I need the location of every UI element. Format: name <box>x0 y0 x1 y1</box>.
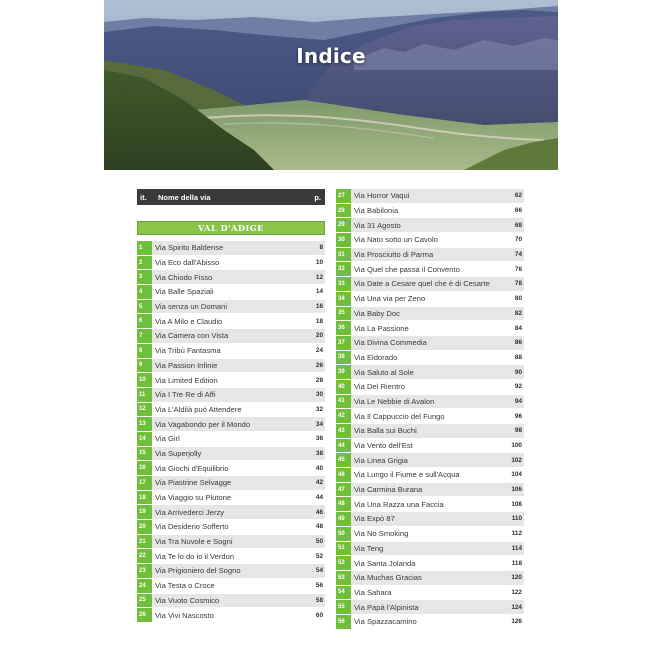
route-row <box>137 270 325 285</box>
route-page: 34 <box>303 417 325 432</box>
route-page: 120 <box>502 571 524 586</box>
route-row <box>137 373 325 388</box>
route-number: 4 <box>137 285 152 300</box>
route-page: 74 <box>502 248 524 263</box>
route-row <box>137 300 325 315</box>
route-name: Via Santa Jolanda <box>351 556 502 571</box>
route-number: 56 <box>336 615 351 630</box>
route-name: Via Una via per Zeno <box>351 292 502 307</box>
route-number: 36 <box>336 321 351 336</box>
route-page: 114 <box>502 542 524 557</box>
route-number: 1 <box>137 241 152 256</box>
route-page: 118 <box>502 556 524 571</box>
route-number: 8 <box>137 344 152 359</box>
route-page: 80 <box>502 292 524 307</box>
route-number: 5 <box>137 300 152 315</box>
route-number: 40 <box>336 380 351 395</box>
route-page: 32 <box>303 403 325 418</box>
route-page: 68 <box>502 218 524 233</box>
route-name: Via A Milo e Claudio <box>152 314 303 329</box>
route-name: Via Papà l'Alpinista <box>351 600 502 615</box>
route-page: 126 <box>502 615 524 630</box>
route-number: 53 <box>336 571 351 586</box>
route-row <box>137 241 325 256</box>
route-number: 10 <box>137 373 152 388</box>
route-page: 66 <box>502 204 524 219</box>
route-row <box>137 461 325 476</box>
route-name: Via Superjolly <box>152 447 303 462</box>
route-row <box>336 497 524 512</box>
route-row <box>336 380 524 395</box>
route-name: Via 31 Agosto <box>351 218 502 233</box>
route-page: 8 <box>303 241 325 256</box>
route-number: 41 <box>336 395 351 410</box>
route-number: 45 <box>336 453 351 468</box>
route-page: 122 <box>502 586 524 601</box>
route-number: 24 <box>137 579 152 594</box>
route-name: Via Vento dell'Est <box>351 439 502 454</box>
route-number: 7 <box>137 329 152 344</box>
route-row <box>336 542 524 557</box>
route-name: Via Tra Nuvole e Sogni <box>152 535 303 550</box>
route-page: 16 <box>303 300 325 315</box>
route-list-left <box>137 241 325 623</box>
route-page: 112 <box>502 527 524 542</box>
route-name: Via Del Rientro <box>351 380 502 395</box>
route-row <box>336 204 524 219</box>
page-title: Indice <box>296 44 366 68</box>
route-page: 54 <box>303 564 325 579</box>
route-page: 56 <box>303 579 325 594</box>
route-page: 24 <box>303 344 325 359</box>
route-number: 37 <box>336 336 351 351</box>
route-name: Via Spazzacamino <box>351 615 502 630</box>
route-row <box>336 468 524 483</box>
route-row <box>336 453 524 468</box>
header-number-label: it. <box>140 192 147 202</box>
valley-landscape-image <box>104 0 558 170</box>
route-number: 49 <box>336 512 351 527</box>
route-number: 43 <box>336 424 351 439</box>
route-number: 35 <box>336 307 351 322</box>
route-row <box>336 424 524 439</box>
route-page: 42 <box>303 476 325 491</box>
route-number: 32 <box>336 262 351 277</box>
route-name: Via Il Cappuccio del Fungo <box>351 409 502 424</box>
route-name: Via Piastrine Selvagge <box>152 476 303 491</box>
route-row <box>137 594 325 609</box>
route-page: 76 <box>502 262 524 277</box>
route-page: 96 <box>502 409 524 424</box>
route-row <box>137 388 325 403</box>
route-name: Via Spirito Baldense <box>152 241 303 256</box>
route-name: Via Muchas Gracias <box>351 571 502 586</box>
route-name: Via Eldorado <box>351 351 502 366</box>
route-number: 12 <box>137 403 152 418</box>
route-page: 62 <box>502 189 524 204</box>
route-number: 54 <box>336 586 351 601</box>
route-row <box>336 365 524 380</box>
route-name: Via Linea Grigia <box>351 453 502 468</box>
route-row <box>336 439 524 454</box>
route-name: Via Viaggio su Plutone <box>152 491 303 506</box>
route-number: 48 <box>336 497 351 512</box>
route-row <box>137 403 325 418</box>
route-number: 6 <box>137 314 152 329</box>
route-name: Via Testa o Croce <box>152 579 303 594</box>
route-number: 30 <box>336 233 351 248</box>
route-page: 124 <box>502 600 524 615</box>
route-name: Via Camera con Vista <box>152 329 303 344</box>
route-name: Via Lungo il Fiume e sull'Acqua <box>351 468 502 483</box>
route-page: 12 <box>303 270 325 285</box>
route-number: 50 <box>336 527 351 542</box>
route-row <box>336 527 524 542</box>
route-row <box>137 608 325 623</box>
route-row <box>336 395 524 410</box>
route-number: 15 <box>137 447 152 462</box>
route-name: Via Horror Vaqui <box>351 189 502 204</box>
route-number: 51 <box>336 542 351 557</box>
route-page: 40 <box>303 461 325 476</box>
route-row <box>336 321 524 336</box>
route-page: 78 <box>502 277 524 292</box>
route-row <box>336 556 524 571</box>
route-number: 31 <box>336 248 351 263</box>
route-row <box>137 476 325 491</box>
route-row <box>336 307 524 322</box>
route-number: 18 <box>137 491 152 506</box>
route-page: 30 <box>303 388 325 403</box>
route-row <box>137 579 325 594</box>
route-name: Via Chiodo Fisso <box>152 270 303 285</box>
route-name: Via No Smoking <box>351 527 502 542</box>
route-row <box>137 417 325 432</box>
route-number: 19 <box>137 505 152 520</box>
route-page: 88 <box>502 351 524 366</box>
route-page: 58 <box>303 594 325 609</box>
route-page: 70 <box>502 233 524 248</box>
route-name: Via Una Razza una Faccia <box>351 497 502 512</box>
route-row <box>137 491 325 506</box>
route-row <box>137 432 325 447</box>
route-page: 14 <box>303 285 325 300</box>
route-list-right <box>336 189 524 630</box>
route-page: 86 <box>502 336 524 351</box>
section-title: VAL D'ADIGE <box>137 221 325 235</box>
route-name: Via Girl <box>152 432 303 447</box>
route-page: 52 <box>303 549 325 564</box>
index-column-left <box>137 189 325 623</box>
route-number: 22 <box>137 549 152 564</box>
route-row <box>336 512 524 527</box>
route-page: 108 <box>502 497 524 512</box>
route-page: 28 <box>303 373 325 388</box>
route-page: 100 <box>502 439 524 454</box>
route-number: 52 <box>336 556 351 571</box>
route-name: Via Baby Doc <box>351 307 502 322</box>
route-row <box>137 505 325 520</box>
route-row <box>137 447 325 462</box>
route-page: 102 <box>502 453 524 468</box>
route-row <box>336 351 524 366</box>
route-page: 94 <box>502 395 524 410</box>
route-row <box>137 535 325 550</box>
header-page-label: p. <box>314 192 321 202</box>
route-name: Via Carmina Burana <box>351 483 502 498</box>
route-name: Via Vuoto Cosmico <box>152 594 303 609</box>
route-name: Via Giochi d'Equilibrio <box>152 461 303 476</box>
route-page: 90 <box>502 365 524 380</box>
header-name-label: Nome della via <box>158 192 211 202</box>
route-name: Via Date a Cesare quel che è di Cesarte <box>351 277 502 292</box>
route-row <box>137 329 325 344</box>
route-page: 106 <box>502 483 524 498</box>
route-number: 14 <box>137 432 152 447</box>
route-name: Via Teng <box>351 542 502 557</box>
route-row <box>137 285 325 300</box>
route-name: Via Eco dall'Abisso <box>152 256 303 271</box>
route-row <box>137 549 325 564</box>
route-name: Via Vivi Nascosto <box>152 608 303 623</box>
route-number: 20 <box>137 520 152 535</box>
route-number: 42 <box>336 409 351 424</box>
route-number: 33 <box>336 277 351 292</box>
route-number: 55 <box>336 600 351 615</box>
route-name: Via Passion Infinie <box>152 359 303 374</box>
route-row <box>336 571 524 586</box>
route-row <box>137 520 325 535</box>
route-number: 11 <box>137 388 152 403</box>
route-name: Via Prigioniero del Sogno <box>152 564 303 579</box>
route-row <box>137 344 325 359</box>
route-page: 104 <box>502 468 524 483</box>
route-page: 48 <box>303 520 325 535</box>
route-page: 92 <box>502 380 524 395</box>
route-row <box>336 483 524 498</box>
route-number: 47 <box>336 483 351 498</box>
route-name: Via Le Nebbie di Avalon <box>351 395 502 410</box>
index-column-right <box>336 189 524 630</box>
route-number: 25 <box>137 594 152 609</box>
route-page: 44 <box>303 491 325 506</box>
route-number: 21 <box>137 535 152 550</box>
route-page: 38 <box>303 447 325 462</box>
route-row <box>137 359 325 374</box>
route-number: 16 <box>137 461 152 476</box>
route-row <box>336 586 524 601</box>
route-row <box>137 314 325 329</box>
route-number: 38 <box>336 351 351 366</box>
hero-photo <box>104 0 558 170</box>
route-page: 10 <box>303 256 325 271</box>
route-row <box>336 409 524 424</box>
route-row <box>336 336 524 351</box>
route-row <box>336 218 524 233</box>
route-page: 36 <box>303 432 325 447</box>
route-row <box>137 564 325 579</box>
route-number: 26 <box>137 608 152 623</box>
route-row <box>336 277 524 292</box>
route-number: 9 <box>137 359 152 374</box>
route-name: Via Te lo do io il Verdon <box>152 549 303 564</box>
route-number: 23 <box>137 564 152 579</box>
route-name: Via Saluto al Sole <box>351 365 502 380</box>
route-name: Via Prosciutto di Parma <box>351 248 502 263</box>
route-name: Via Quel che passa il Convento <box>351 262 502 277</box>
route-number: 39 <box>336 365 351 380</box>
route-number: 3 <box>137 270 152 285</box>
route-number: 29 <box>336 218 351 233</box>
route-name: Via L'Aldilà può Attendere <box>152 403 303 418</box>
route-page: 26 <box>303 359 325 374</box>
route-page: 46 <box>303 505 325 520</box>
route-name: Via Arrivederci Jerzy <box>152 505 303 520</box>
route-page: 84 <box>502 321 524 336</box>
table-header <box>137 189 325 205</box>
route-number: 34 <box>336 292 351 307</box>
route-row <box>336 262 524 277</box>
route-row <box>137 256 325 271</box>
route-name: Via Babilonia <box>351 204 502 219</box>
route-row <box>336 233 524 248</box>
route-number: 27 <box>336 189 351 204</box>
route-name: Via Tribù Fantasma <box>152 344 303 359</box>
route-row <box>336 292 524 307</box>
route-name: Via Sahara <box>351 586 502 601</box>
route-page: 110 <box>502 512 524 527</box>
route-row <box>336 248 524 263</box>
route-name: Via Balle Spaziali <box>152 285 303 300</box>
route-page: 82 <box>502 307 524 322</box>
route-number: 17 <box>137 476 152 491</box>
route-page: 98 <box>502 424 524 439</box>
route-number: 46 <box>336 468 351 483</box>
route-page: 60 <box>303 608 325 623</box>
route-page: 20 <box>303 329 325 344</box>
route-name: Via Expò 87 <box>351 512 502 527</box>
route-number: 44 <box>336 439 351 454</box>
route-name: Via I Tre Re di Affi <box>152 388 303 403</box>
route-row <box>336 600 524 615</box>
route-name: Via Nato sotto un Cavolo <box>351 233 502 248</box>
route-row <box>336 615 524 630</box>
route-name: Via Limited Edition <box>152 373 303 388</box>
route-number: 13 <box>137 417 152 432</box>
route-name: Via Balla sui Buchi <box>351 424 502 439</box>
route-name: Via Divina Commedia <box>351 336 502 351</box>
route-name: Via La Passione <box>351 321 502 336</box>
route-number: 2 <box>137 256 152 271</box>
route-name: Via Desiderio Sofferto <box>152 520 303 535</box>
route-page: 18 <box>303 314 325 329</box>
route-name: Via senza un Domani <box>152 300 303 315</box>
route-page: 50 <box>303 535 325 550</box>
route-number: 28 <box>336 204 351 219</box>
route-name: Via Vagabondo per il Mondo <box>152 417 303 432</box>
route-row <box>336 189 524 204</box>
